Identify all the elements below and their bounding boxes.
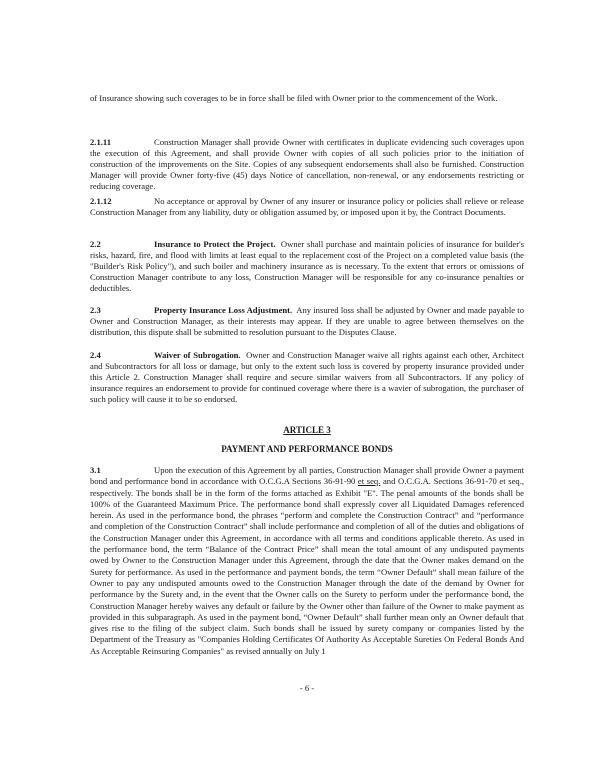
section-text: Construction Manager shall provide Owner with certificates in duplicate evidencing such coverages upon the execution of this Agreement, and shall provide Owner with copies of all such policies prior to the initiation of construction of the improvements on the Site. Copies of any subsequent endorsements shall also be furnished. Construction Manager will provide Owner forty-five (45) days Notice of cancellation, non-renewal, or any endorsements restricting or reducing coverage. bbox=[90, 137, 524, 191]
section-3-1 bbox=[90, 465, 524, 657]
section-2-3 bbox=[90, 305, 524, 338]
section-number: 2.2 bbox=[90, 239, 101, 249]
section-heading: Waiver of Subrogation. bbox=[154, 350, 241, 360]
section-text-continued: and O.C.G.A. Sections 36-91-70 et seq., respectively. The bonds shall be in the form of the forms attached as Exhibit "E". The penal amounts of the bonds shall be 100% of the Guaranteed Maximum Price. The performance bond shall expressly cover all Liquidated Damages referenced herein. As used in the performance bond, the phrases “perform and complete the Construction Contract” and “performance and completion of the Construction Contract” shall include performance and completion of all of the duties and obligations of the Construction Manager under this Agreement, in accordance with all terms and conditions applicable thereto. As used in the performance bond, the term “Balance of the Contract Price” shall mean the total amount of any undisputed payments owed by Owner to the Construction Manager under this Agreement, through the date that the Owner makes demand on the Surety for performance. As used in the performance and payment bonds, the term “Owner Default” shall mean failure of the Owner to pay any undisputed amounts owed to the Construction Manager through the date of the demand by Owner for performance by the Surety and, in the event that the Owner calls on the Surety to perform under the performance bond, the Construction Manager hereby waives any default or failure by the Owner other than failure of the Owner to make payment as provided in this subparagraph. As used in the payment bond, “Owner Default” shall further mean only an Owner default that gives rise to the filing of the subject claim. Such bonds shall be issued by surety company or companies listed by the Department of the Treasury as "Companies Holding Certificates Of Authority As Acceptable Sureties On Federal Bonds And As Acceptable Reinsuring Companies" as revised annually on July 1 bbox=[90, 476, 524, 656]
section-text: Owner and Construction Manager waive all rights against each other, Architect and Subcontractors for all loss or damage, but only to the extent such loss is covered by property insurance provided under this Article 2. Construction Manager shall require and secure similar waivers from all Subcontractors. If any policy of insurance requires an endorsement to provide for continued coverage where there is a wavier of subrogation, the purchaser of such policy will cause it to be so endorsed. bbox=[90, 350, 524, 404]
section-text: Any insured loss shall be adjusted by Owner and made payable to Owner and Construction Manager, as their interests may appear. If they are unable to agree between themselves on the distribution, this dispute shall be submitted to resolution pursuant to the Disputes Clause. bbox=[90, 305, 524, 337]
section-2-1-12 bbox=[90, 196, 524, 218]
article-title: PAYMENT AND PERFORMANCE BONDS bbox=[221, 444, 393, 454]
section-2-1-11 bbox=[90, 137, 524, 192]
page-number: - 6 - bbox=[299, 683, 315, 693]
section-number: 3.1 bbox=[90, 465, 101, 475]
article-label: ARTICLE 3 bbox=[283, 425, 331, 435]
section-heading: Insurance to Protect the Project. bbox=[154, 239, 276, 249]
section-2-2 bbox=[90, 239, 524, 294]
et-seq-text: et seq. bbox=[357, 476, 381, 487]
section-number: 2.1.11 bbox=[90, 137, 112, 147]
section-heading: Property Insurance Loss Adjustment. bbox=[154, 305, 293, 315]
section-text: No acceptance or approval by Owner of any insurer or insurance policy or policies shall relieve or release Construction Manager from any liability, duty or obligation assumed by, or imposed upon it by, the Contract Documents. bbox=[90, 196, 524, 217]
section-2-4 bbox=[90, 350, 524, 405]
section-number: 2.4 bbox=[90, 350, 101, 360]
section-number: 2.3 bbox=[90, 305, 101, 315]
section-text: Upon the execution of this Agreement by all parties, Construction Manager shall provide Owner a payment bond and performance bond in accordance with O.C.G.A Sections 36-91-90 bbox=[90, 465, 524, 487]
intro-paragraph: of Insurance showing such coverages to be in force shall be filed with Owner prior to the commencement of the Work. bbox=[90, 93, 498, 103]
section-number: 2.1.12 bbox=[90, 196, 112, 206]
section-text: Owner shall purchase and maintain policies of insurance for builder's risks, hazard, fire, and flood with limits at least equal to the replacement cost of the Project on a completed value basis (the "Builder's Risk Policy"), and such boiler and machinery insurance as is necessary. To the extent that errors or omissions of Construction Manager contribute to any loss, Construction Manager will be responsible for any co-insurance penalties or deductibles. bbox=[90, 239, 524, 293]
